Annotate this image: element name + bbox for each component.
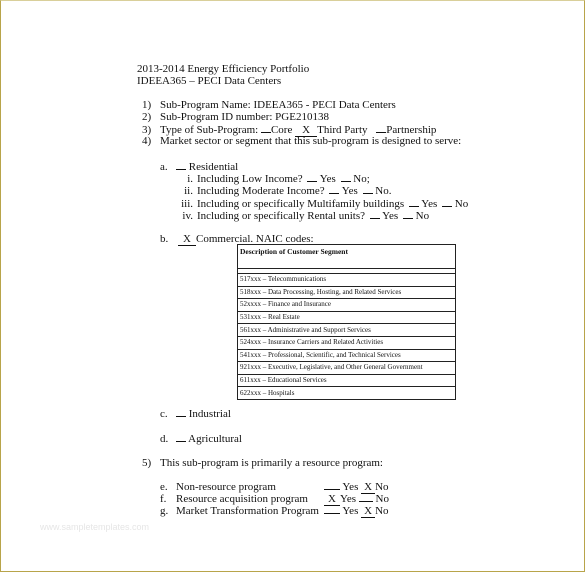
no-checkbox[interactable]: X	[361, 506, 375, 518]
table-cell: 561xxx – Administrative and Support Services	[238, 324, 456, 337]
question-text: Including or specifically Multifamily buildings	[197, 198, 405, 210]
table-header: Description of Customer Segment	[238, 245, 456, 269]
partnership-checkbox[interactable]	[376, 123, 386, 133]
table-cell: 518xxx – Data Processing, Hosting, and Related Services	[238, 286, 456, 299]
resource-question: This sub-program is primarily a resource program:	[160, 457, 383, 469]
table-row	[238, 336, 456, 349]
customer-segment-table	[237, 244, 456, 400]
third-party-checkbox[interactable]: X	[295, 125, 317, 137]
residential-label: Residential	[188, 161, 239, 173]
agricultural-row	[160, 432, 242, 446]
table-row	[238, 286, 456, 299]
industrial-checkbox[interactable]	[176, 407, 186, 417]
no-label: No.	[375, 185, 392, 197]
table-cell: 531xxx – Real Estate	[238, 311, 456, 324]
yes-checkbox[interactable]	[324, 489, 340, 490]
resource-row-g	[160, 505, 389, 518]
no-checkbox[interactable]	[442, 197, 452, 207]
no-label: No	[375, 493, 389, 505]
doc-title: 2013-2014 Energy Efficiency Portfolio	[137, 63, 310, 75]
table-row	[238, 274, 456, 287]
table-row	[238, 362, 456, 375]
sub-program-name: Sub-Program Name: IDEEA365 - PECI Data Centers	[160, 99, 396, 111]
no-label: No	[415, 210, 430, 222]
item-5	[142, 457, 383, 470]
yes-checkbox[interactable]	[324, 513, 340, 514]
core-label: Core	[270, 124, 293, 136]
no-label: No	[454, 198, 469, 210]
letter: e.	[160, 481, 168, 493]
roman-numeral: i.	[187, 173, 193, 185]
letter: b.	[160, 233, 169, 245]
yes-checkbox[interactable]: X	[324, 494, 340, 506]
agricultural-checkbox[interactable]	[176, 432, 186, 442]
table-cell: 524xxx – Insurance Carriers and Related Activities	[238, 336, 456, 349]
yes-checkbox[interactable]	[370, 209, 380, 219]
sub-program-id: Sub-Program ID number: PGE210138	[160, 111, 329, 123]
residential-checkbox[interactable]	[176, 160, 186, 170]
yes-label: Yes	[421, 198, 438, 210]
letter: c.	[160, 408, 168, 420]
item-number: 3)	[142, 124, 152, 136]
market-sector-question: Market sector or segment that this sub-program is designed to serve:	[160, 135, 462, 147]
doc-subtitle: IDEEA365 – PECI Data Centers	[137, 75, 282, 87]
residential-item-4	[165, 209, 429, 223]
item-number: 2)	[142, 111, 152, 123]
commercial-label: Commercial. NAIC codes:	[196, 233, 314, 245]
question-text: Including or specifically Rental units?	[197, 210, 366, 222]
yes-checkbox[interactable]	[307, 172, 317, 182]
no-checkbox[interactable]	[341, 172, 351, 182]
agricultural-label: Agricultural	[188, 433, 242, 445]
no-checkbox[interactable]	[363, 184, 373, 194]
type-label: Type of Sub-Program:	[160, 124, 259, 136]
yes-checkbox[interactable]	[329, 184, 339, 194]
yes-label: Yes	[342, 481, 359, 493]
program-type: Resource acquisition program	[176, 493, 308, 505]
no-checkbox[interactable]: X	[361, 482, 375, 494]
roman-numeral: ii.	[184, 185, 193, 197]
table-row	[238, 349, 456, 362]
roman-numeral: iv.	[182, 210, 193, 222]
yes-label: Yes	[319, 173, 336, 185]
residential-item-2	[165, 184, 391, 198]
table-cell: 541xxx – Professional, Scientific, and Technical Services	[238, 349, 456, 362]
table-row	[238, 311, 456, 324]
table-cell: 921xxx – Executive, Legislative, and Other General Government	[238, 362, 456, 375]
item-number: 1)	[142, 99, 152, 111]
table-cell: 611xxx – Educational Services	[238, 374, 456, 387]
commercial-checkbox[interactable]: X	[178, 234, 196, 246]
industrial-label: Industrial	[188, 408, 231, 420]
item-4	[142, 135, 461, 148]
no-label: No	[375, 505, 389, 517]
industrial-row	[160, 407, 231, 421]
item-number: 5)	[142, 457, 152, 469]
table-cell: 517xxx – Telecommunications	[238, 274, 456, 287]
table-row	[238, 299, 456, 312]
yes-label: Yes	[342, 505, 359, 517]
partnership-label: Partnership	[386, 124, 437, 136]
roman-numeral: iii.	[181, 198, 193, 210]
program-type: Non-resource program	[176, 481, 276, 493]
third-party-label: Third Party	[317, 124, 368, 136]
table-header-row	[238, 245, 456, 269]
table-row	[238, 324, 456, 337]
no-label: No	[375, 481, 389, 493]
table-row	[238, 374, 456, 387]
no-label: No;	[353, 173, 370, 185]
question-text: Including Low Income?	[197, 173, 303, 185]
table-cell: 622xxx – Hospitals	[238, 387, 456, 400]
yes-label: Yes	[340, 493, 357, 505]
core-checkbox[interactable]	[261, 123, 271, 133]
table-row	[238, 387, 456, 400]
question-text: Including Moderate Income?	[197, 185, 325, 197]
no-checkbox[interactable]	[359, 501, 373, 502]
no-checkbox[interactable]	[403, 209, 413, 219]
item-number: 4)	[142, 135, 152, 147]
letter: d.	[160, 433, 169, 445]
letter: a.	[160, 161, 168, 173]
yes-label: Yes	[382, 210, 399, 222]
letter: f.	[160, 493, 167, 505]
program-type: Market Transformation Program	[176, 505, 319, 517]
letter: g.	[160, 505, 169, 517]
table-cell: 52xxxx – Finance and Insurance	[238, 299, 456, 312]
watermark: www.sampletemplates.com	[40, 522, 150, 532]
yes-label: Yes	[341, 185, 358, 197]
yes-checkbox[interactable]	[409, 197, 419, 207]
